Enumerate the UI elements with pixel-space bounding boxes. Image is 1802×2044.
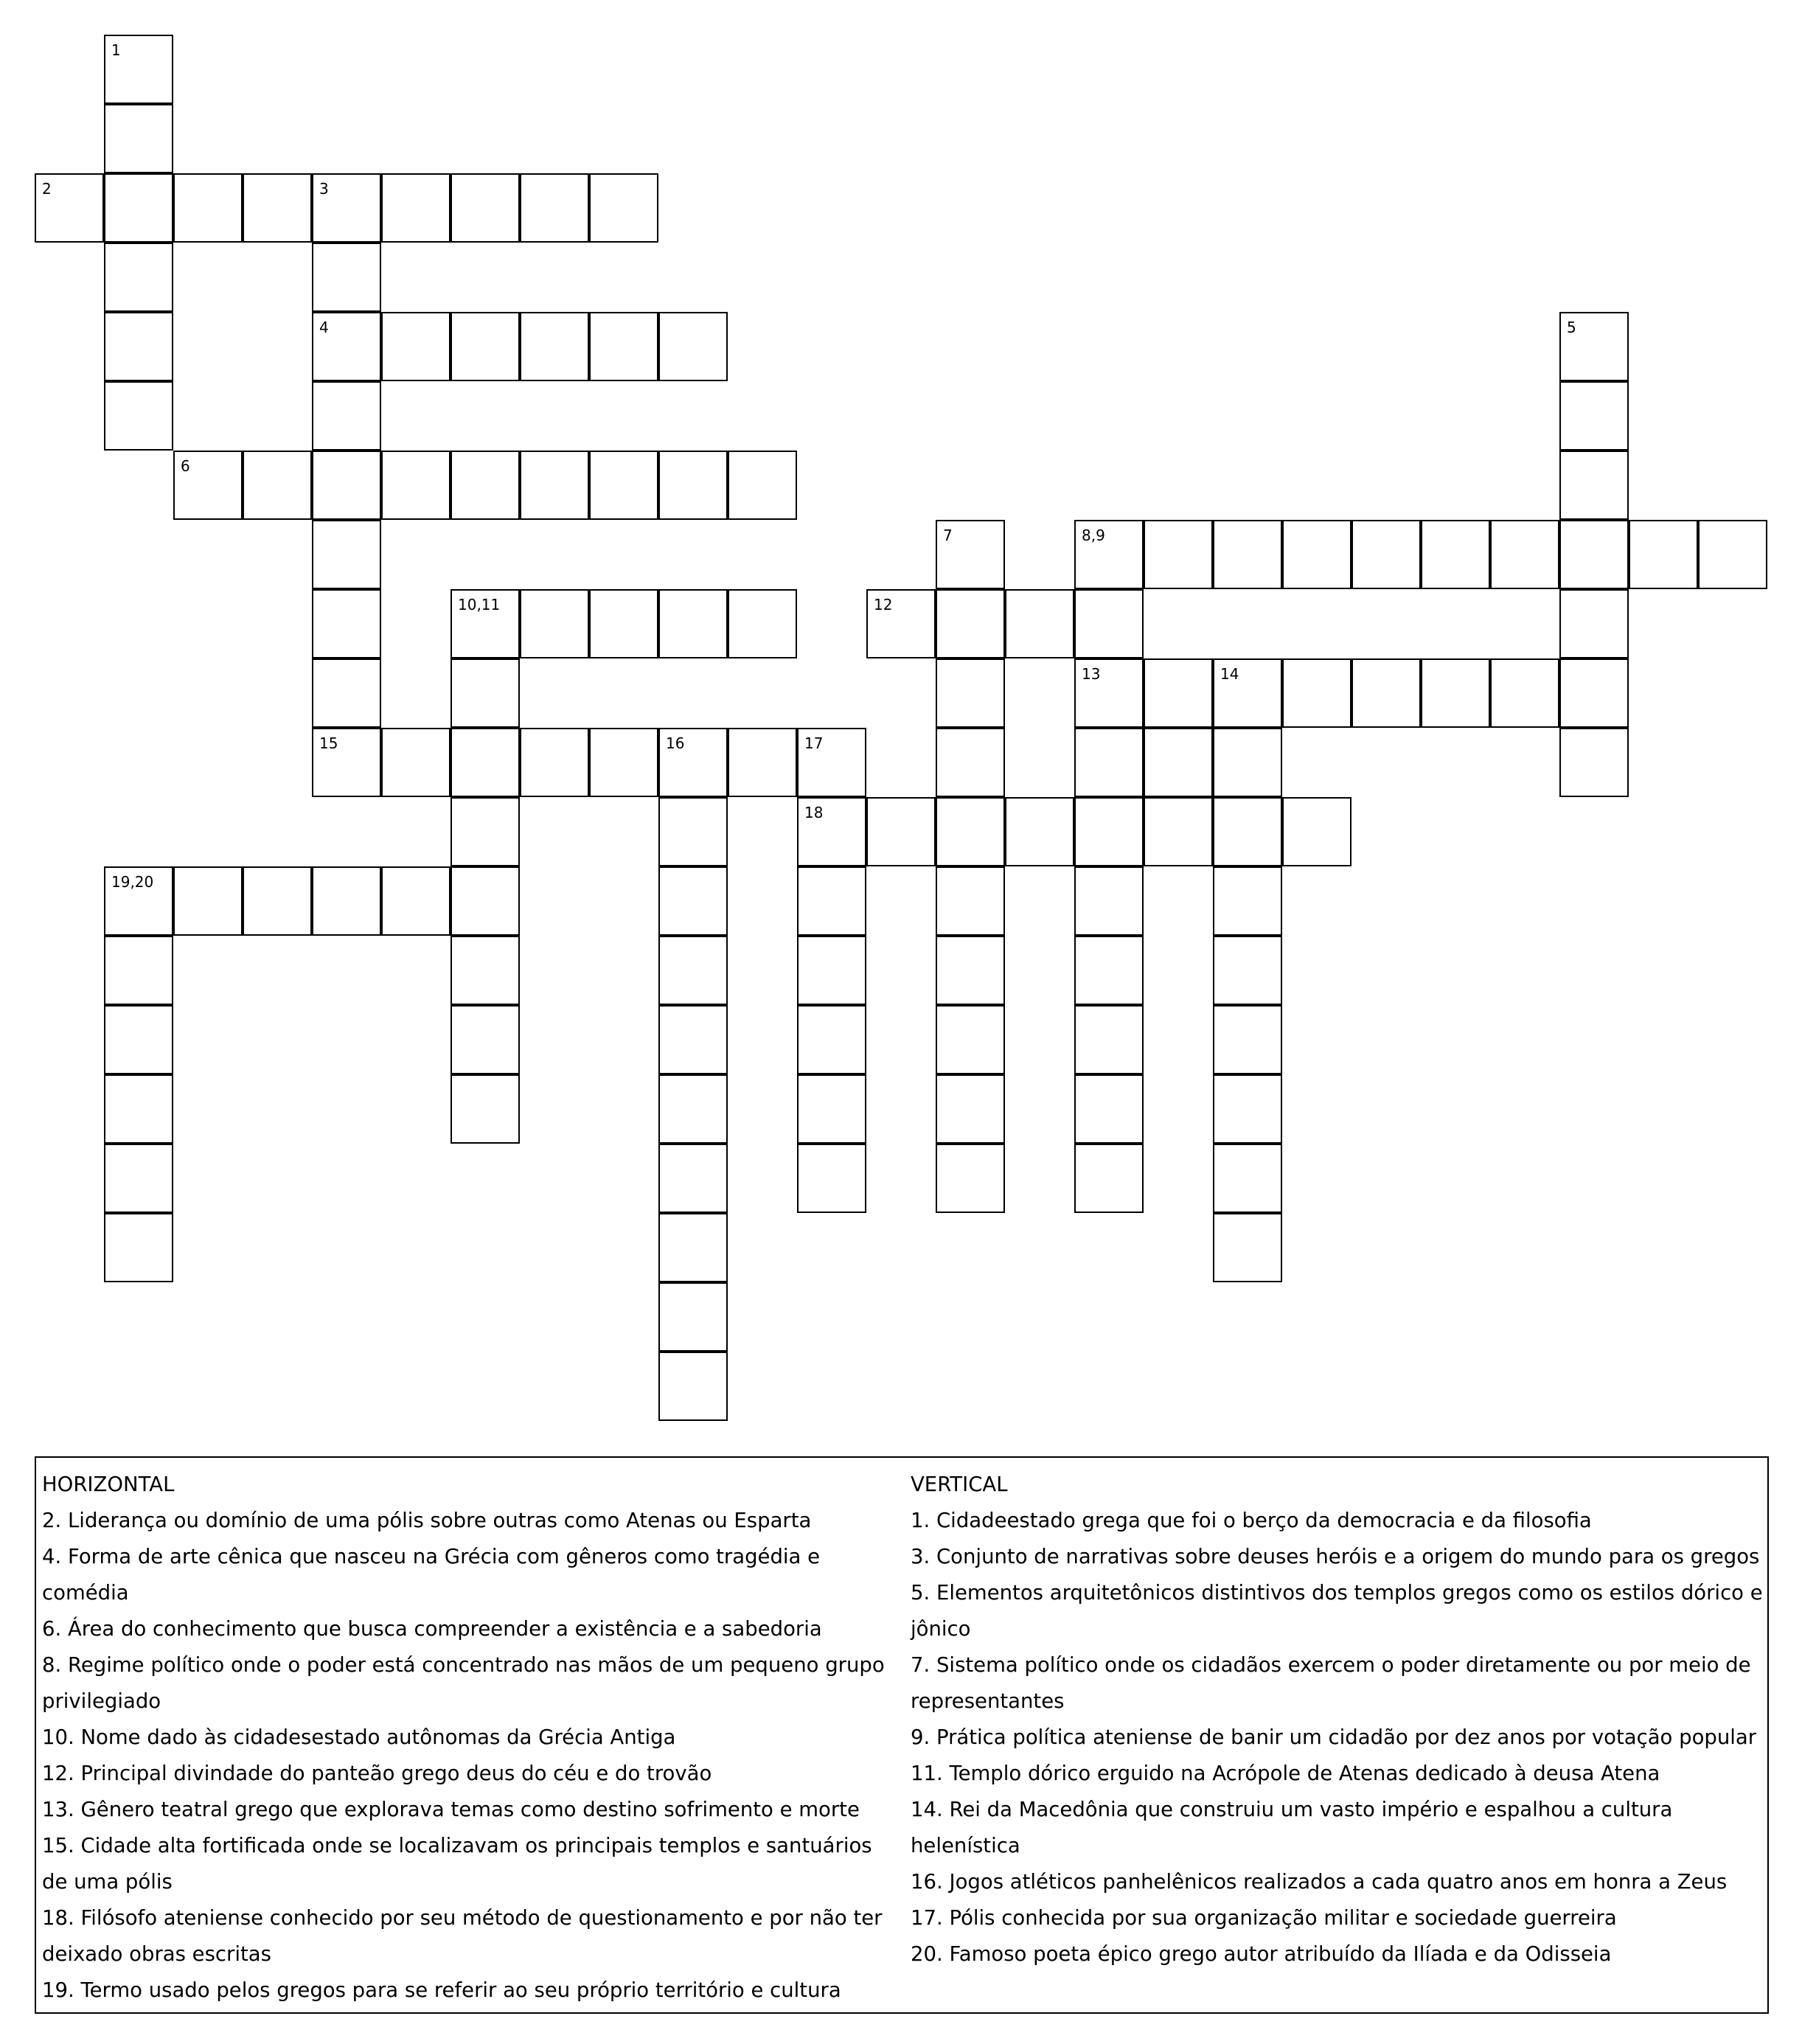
grid-cell[interactable] — [1144, 728, 1213, 797]
grid-cell[interactable] — [1421, 520, 1490, 589]
grid-cell[interactable] — [1005, 589, 1074, 658]
grid-cell[interactable] — [312, 589, 381, 658]
grid-cell[interactable] — [728, 589, 797, 658]
grid-cell[interactable] — [797, 866, 866, 936]
clue-v-7: 7. Sistema político onde os cidadãos exercem o poder diretamente ou por meio de representantes — [911, 1653, 1751, 1713]
grid-cell[interactable] — [381, 173, 451, 243]
clue-h-18: 18. Filósofo ateniense conhecido por seu método de questionamento e por não ter deixado obras escritas — [42, 1906, 883, 1966]
grid-cell[interactable] — [1559, 520, 1629, 589]
grid-cell[interactable] — [1559, 728, 1629, 797]
horizontal-clues — [42, 1467, 897, 2009]
grid-cell[interactable] — [936, 936, 1005, 1005]
grid-cell[interactable] — [936, 658, 1005, 728]
grid-cell[interactable] — [451, 1074, 520, 1144]
grid-cell[interactable] — [936, 728, 1005, 797]
grid-cell[interactable] — [797, 1074, 866, 1144]
clue-v-11: 11. Templo dórico erguido na Acrópole de Atenas dedicado à deusa Atena — [911, 1762, 1660, 1785]
grid-cell[interactable] — [1559, 589, 1629, 658]
grid-cell[interactable] — [1213, 1144, 1282, 1213]
grid-cell[interactable] — [1490, 658, 1559, 728]
clue-v-14: 14. Rei da Macedônia que construiu um vasto império e espalhou a cultura helenística — [911, 1798, 1673, 1857]
clues-box — [35, 1456, 1769, 2014]
clue-number: 18 — [804, 804, 824, 821]
clue-number: 15 — [319, 734, 338, 752]
grid-cell[interactable] — [451, 936, 520, 1005]
clue-number: 5 — [1567, 319, 1576, 336]
grid-cell[interactable] — [658, 451, 728, 520]
grid-cell[interactable] — [173, 173, 243, 243]
grid-cell[interactable] — [451, 1005, 520, 1074]
grid-cell[interactable] — [381, 866, 451, 936]
clue-h-4: 4. Forma de arte cênica que nasceu na Grécia com gêneros como tragédia e comédia — [42, 1545, 821, 1605]
clue-number: 8,9 — [1082, 526, 1105, 544]
grid-cell[interactable] — [451, 728, 520, 797]
grid-cell[interactable] — [1213, 936, 1282, 1005]
grid-cell[interactable] — [104, 1144, 173, 1213]
clue-h-2: 2. Liderança ou domínio de uma pólis sobre outras como Atenas ou Esparta — [42, 1509, 812, 1532]
grid-cell[interactable] — [658, 1074, 728, 1144]
clue-v-1: 1. Cidadeestado grega que foi o berço da democracia e da filosofia — [911, 1509, 1592, 1532]
grid-cell[interactable] — [520, 728, 589, 797]
clue-h-10: 10. Nome dado às cidadesestado autônomas da Grécia Antiga — [42, 1725, 676, 1749]
clue-h-6: 6. Área do conhecimento que busca compreender a existência e a sabedoria — [42, 1617, 822, 1641]
grid-cell[interactable] — [1282, 520, 1352, 589]
grid-cell[interactable] — [589, 173, 658, 243]
grid-cell[interactable] — [312, 243, 381, 312]
grid-cell[interactable] — [381, 728, 451, 797]
grid-cell[interactable] — [451, 173, 520, 243]
clue-number: 3 — [319, 180, 329, 198]
grid-cell[interactable] — [658, 589, 728, 658]
grid-cell[interactable] — [520, 312, 589, 381]
clue-v-9: 9. Prática política ateniense de banir um cidadão por dez anos por votação popular — [911, 1725, 1757, 1749]
grid-cell[interactable] — [104, 243, 173, 312]
grid-cell[interactable] — [1144, 658, 1213, 728]
clue-number: 16 — [666, 734, 685, 752]
grid-cell[interactable] — [173, 866, 243, 936]
grid-cell[interactable] — [658, 936, 728, 1005]
grid-cell[interactable] — [1074, 728, 1144, 797]
grid-cell[interactable] — [589, 589, 658, 658]
grid-cell[interactable] — [451, 589, 520, 658]
grid-cell[interactable] — [1144, 520, 1213, 589]
clue-v-5: 5. Elementos arquitetônicos distintivos dos templos gregos como os estilos dórico e jônico — [911, 1581, 1763, 1641]
grid-cell[interactable] — [1074, 1074, 1144, 1144]
grid-cell[interactable] — [589, 451, 658, 520]
vertical-title: VERTICAL — [911, 1473, 1008, 1496]
grid-cell[interactable] — [1074, 520, 1144, 589]
clue-number: 13 — [1082, 665, 1101, 683]
grid-cell[interactable] — [243, 451, 312, 520]
grid-cell[interactable] — [312, 658, 381, 728]
grid-cell[interactable] — [312, 728, 381, 797]
clue-number: 14 — [1220, 665, 1239, 683]
grid-cell[interactable] — [658, 797, 728, 866]
grid-cell[interactable] — [1698, 520, 1767, 589]
grid-cell[interactable] — [104, 312, 173, 381]
grid-cell[interactable] — [1213, 1213, 1282, 1282]
grid-cell[interactable] — [104, 173, 173, 243]
grid-cell[interactable] — [1074, 658, 1144, 728]
grid-cell[interactable] — [866, 797, 936, 866]
grid-cell[interactable] — [35, 173, 104, 243]
clue-h-15: 15. Cidade alta fortificada onde se localizavam os principais templos e santuários de uma pólis — [42, 1834, 872, 1894]
vertical-clues — [911, 1467, 1766, 1972]
grid-cell[interactable] — [936, 1144, 1005, 1213]
grid-cell[interactable] — [1074, 866, 1144, 936]
clue-v-17: 17. Pólis conhecida por sua organização militar e sociedade guerreira — [911, 1906, 1617, 1930]
grid-cell[interactable] — [936, 1005, 1005, 1074]
grid-cell[interactable] — [520, 589, 589, 658]
grid-cell[interactable] — [1074, 589, 1144, 658]
grid-cell[interactable] — [104, 1213, 173, 1282]
grid-cell[interactable] — [1352, 658, 1421, 728]
grid-cell[interactable] — [936, 866, 1005, 936]
grid-cell[interactable] — [381, 451, 451, 520]
grid-cell[interactable] — [797, 1005, 866, 1074]
grid-cell[interactable] — [936, 589, 1005, 658]
grid-cell[interactable] — [104, 936, 173, 1005]
grid-cell[interactable] — [173, 451, 243, 520]
grid-cell[interactable] — [1490, 520, 1559, 589]
grid-cell[interactable] — [451, 797, 520, 866]
clue-number: 19,20 — [111, 873, 154, 891]
grid-cell[interactable] — [1559, 451, 1629, 520]
grid-cell[interactable] — [1629, 520, 1698, 589]
clue-h-19: 19. Termo usado pelos gregos para se referir ao seu próprio território e cultura — [42, 1978, 841, 2002]
clue-number: 2 — [42, 180, 52, 198]
grid-cell[interactable] — [312, 520, 381, 589]
grid-cell[interactable] — [1559, 312, 1629, 381]
grid-cell[interactable] — [312, 866, 381, 936]
grid-cell[interactable] — [866, 589, 936, 658]
grid-cell[interactable] — [589, 728, 658, 797]
grid-cell[interactable] — [104, 1005, 173, 1074]
clue-number: 10,11 — [458, 596, 501, 613]
grid-cell[interactable] — [1421, 658, 1490, 728]
grid-cell[interactable] — [451, 866, 520, 936]
grid-cell[interactable] — [451, 451, 520, 520]
grid-cell[interactable] — [658, 728, 728, 797]
grid-cell[interactable] — [451, 658, 520, 728]
grid-cell[interactable] — [104, 381, 173, 451]
grid-cell[interactable] — [797, 936, 866, 1005]
grid-cell[interactable] — [658, 1005, 728, 1074]
grid-cell[interactable] — [520, 173, 589, 243]
grid-cell[interactable] — [1074, 1144, 1144, 1213]
clue-number: 7 — [943, 526, 953, 544]
clue-h-13: 13. Gênero teatral grego que explorava temas como destino sofrimento e morte — [42, 1798, 860, 1821]
grid-cell[interactable] — [658, 1144, 728, 1213]
grid-cell[interactable] — [658, 1352, 728, 1421]
grid-cell[interactable] — [243, 866, 312, 936]
grid-cell[interactable] — [728, 728, 797, 797]
grid-cell[interactable] — [936, 797, 1005, 866]
clue-h-8: 8. Regime político onde o poder está concentrado nas mãos de um pequeno grupo privilegiado — [42, 1653, 885, 1713]
grid-cell[interactable] — [1559, 658, 1629, 728]
grid-cell[interactable] — [728, 451, 797, 520]
clue-number: 17 — [804, 734, 824, 752]
grid-cell[interactable] — [658, 312, 728, 381]
grid-cell[interactable] — [589, 312, 658, 381]
clue-number: 1 — [111, 41, 121, 59]
grid-cell[interactable] — [797, 797, 866, 866]
grid-cell[interactable] — [658, 866, 728, 936]
grid-cell[interactable] — [1213, 658, 1282, 728]
grid-cell[interactable] — [1213, 728, 1282, 797]
grid-cell[interactable] — [936, 1074, 1005, 1144]
grid-cell[interactable] — [936, 520, 1005, 589]
clue-v-3: 3. Conjunto de narrativas sobre deuses heróis e a origem do mundo para os gregos — [911, 1545, 1760, 1568]
grid-cell[interactable] — [1213, 1005, 1282, 1074]
clue-number: 12 — [874, 596, 893, 613]
grid-cell[interactable] — [1074, 936, 1144, 1005]
grid-cell[interactable] — [658, 1213, 728, 1282]
grid-cell[interactable] — [1213, 797, 1282, 866]
grid-cell[interactable] — [1213, 520, 1282, 589]
grid-cell[interactable] — [1559, 381, 1629, 451]
clue-v-20: 20. Famoso poeta épico grego autor atribuído da Ilíada e da Odisseia — [911, 1942, 1612, 1966]
grid-cell[interactable] — [1005, 797, 1074, 866]
clue-v-16: 16. Jogos atléticos panhelênicos realizados a cada quatro anos em honra a Zeus — [911, 1870, 1728, 1894]
grid-cell[interactable] — [104, 104, 173, 173]
horizontal-title: HORIZONTAL — [42, 1473, 175, 1496]
grid-cell[interactable] — [1352, 520, 1421, 589]
clue-number: 4 — [319, 319, 329, 336]
grid-cell[interactable] — [797, 1144, 866, 1213]
grid-cell[interactable] — [312, 173, 381, 243]
grid-cell[interactable] — [1213, 1074, 1282, 1144]
grid-cell[interactable] — [104, 1074, 173, 1144]
grid-cell[interactable] — [104, 866, 173, 936]
clue-h-12: 12. Principal divindade do panteão grego deus do céu e do trovão — [42, 1762, 712, 1785]
grid-cell[interactable] — [312, 381, 381, 451]
grid-cell[interactable] — [1144, 797, 1213, 866]
grid-cell[interactable] — [104, 35, 173, 104]
grid-cell[interactable] — [1213, 866, 1282, 936]
clue-number: 6 — [181, 457, 190, 475]
grid-cell[interactable] — [243, 173, 312, 243]
grid-cell[interactable] — [797, 728, 866, 797]
grid-cell[interactable] — [451, 312, 520, 381]
grid-cell[interactable] — [1074, 797, 1144, 866]
grid-cell[interactable] — [658, 1282, 728, 1352]
grid-cell[interactable] — [312, 312, 381, 381]
grid-cell[interactable] — [520, 451, 589, 520]
grid-cell[interactable] — [312, 451, 381, 520]
grid-cell[interactable] — [1074, 1005, 1144, 1074]
grid-cell[interactable] — [1282, 658, 1352, 728]
grid-cell[interactable] — [1282, 797, 1352, 866]
grid-cell[interactable] — [381, 312, 451, 381]
